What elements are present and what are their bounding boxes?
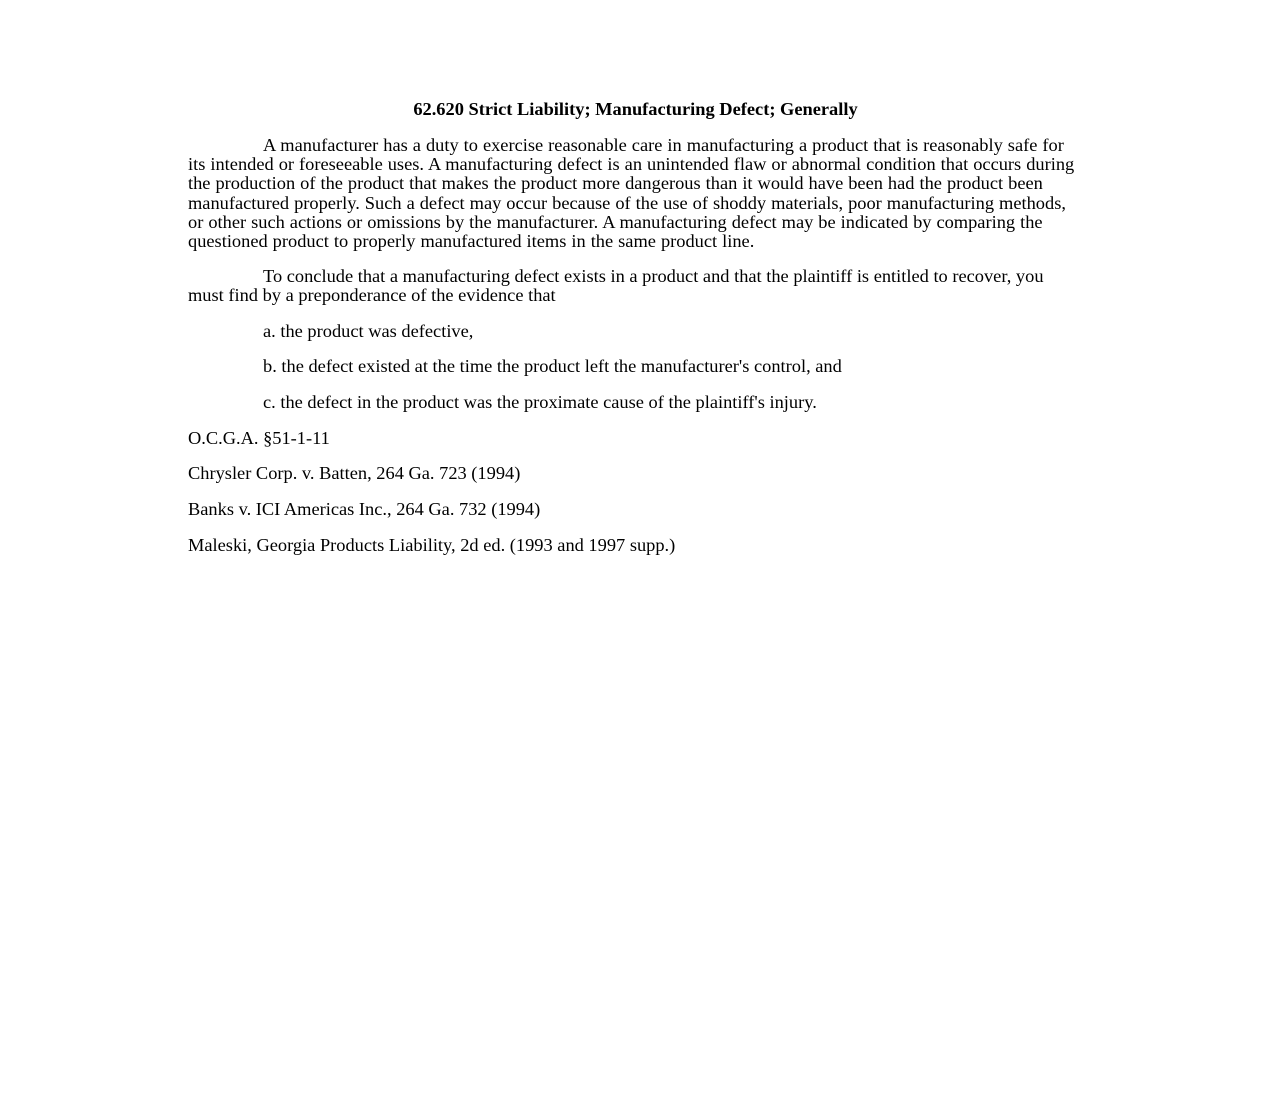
citation-maleski: Maleski, Georgia Products Liability, 2d ed. (1993 and 1997 supp.): [188, 534, 676, 555]
element-item-b: b. the defect existed at the time the product left the manufacturer's control, and: [263, 356, 842, 377]
paragraph-conclusion-standard: To conclude that a manufacturing defect exists in a product and that the plaintiff is entitled to recover, you must find by a preponderance of the evidence that: [188, 266, 1044, 306]
document-title: 62.620 Strict Liability; Manufacturing Defect; Generally: [413, 99, 858, 119]
element-item-a: a. the product was defective,: [263, 320, 474, 341]
document-page: [188, 98, 1083, 572]
paragraph-manufacturer-duty: A manufacturer has a duty to exercise reasonable care in manufacturing a product that is reasonably safe for its intended or foreseeable uses. A manufacturing defect is an unintended flaw or abnormal condition that occurs during the production of the product that makes the product more dangerous than it would have been had the product been manufactured properly. Such a defect may occur because of the use of shoddy materials, poor manufacturing methods, or other such actions or omissions by the manufacturer. A manufacturing defect may be indicated by comparing the questioned product to properly manufactured items in the same product line.: [188, 135, 1075, 252]
citation-banks: Banks v. ICI Americas Inc., 264 Ga. 732 (1994): [188, 499, 541, 520]
citation-statute: O.C.G.A. §51-1-11: [188, 427, 330, 448]
element-item-c: c. the defect in the product was the proximate cause of the plaintiff's injury.: [263, 392, 817, 413]
citation-chrysler: Chrysler Corp. v. Batten, 264 Ga. 723 (1994): [188, 463, 521, 484]
